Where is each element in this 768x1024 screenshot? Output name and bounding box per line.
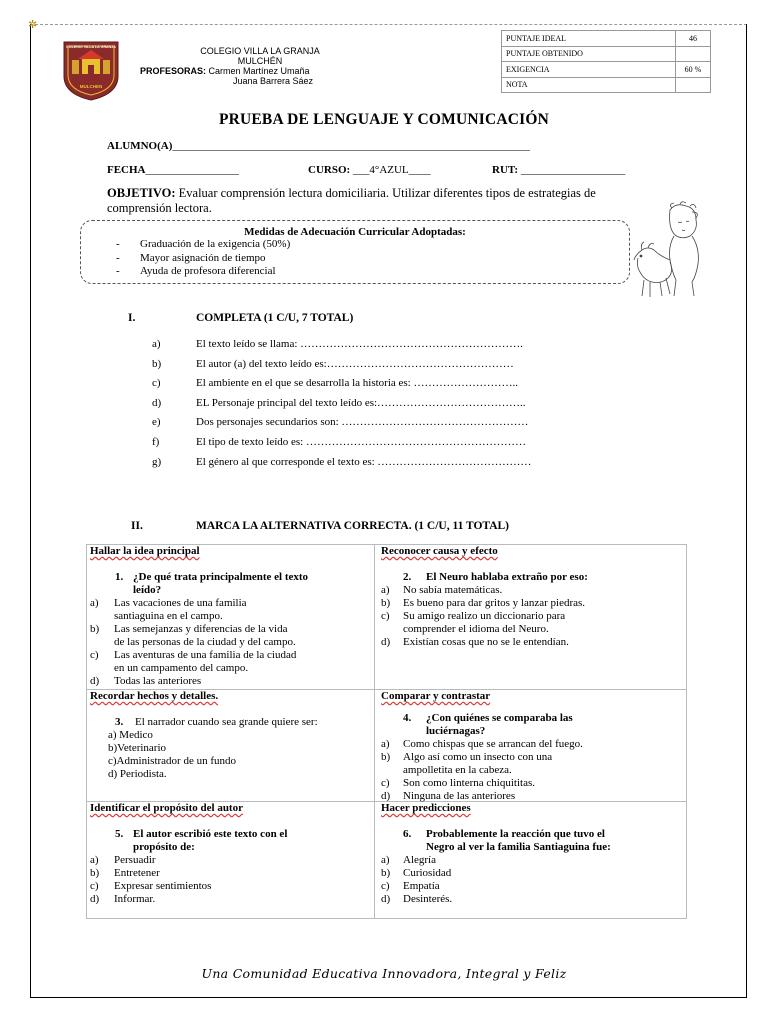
- date-field[interactable]: [107, 164, 239, 176]
- question-number: 2.: [403, 571, 412, 583]
- rut-field[interactable]: [492, 164, 625, 176]
- question-number: 5.: [115, 828, 124, 840]
- questions-table: [86, 544, 687, 919]
- teachers-line: [130, 66, 390, 76]
- objective: [107, 186, 627, 216]
- option-letter: a): [90, 597, 99, 609]
- school-logo: [60, 38, 122, 102]
- option-text: Curiosidad: [403, 867, 452, 879]
- option-text: Es bueno para dar gritos y lanzar piedras.: [403, 597, 586, 609]
- score-label: EXIGENCIA: [502, 62, 676, 78]
- skill-heading: Identificar el propósito del autor: [90, 802, 243, 814]
- option-letter: d): [381, 790, 391, 802]
- item-label: e): [152, 416, 161, 429]
- score-row: [502, 62, 711, 78]
- item-label: d): [152, 396, 162, 409]
- skill-heading: Reconocer causa y efecto: [381, 545, 498, 557]
- item-label: b): [152, 357, 162, 370]
- question-number: 4.: [403, 712, 412, 724]
- option-text: Como chispas que se arrancan del fuego.: [403, 738, 583, 750]
- section-1-title: COMPLETA (1 C/U, 7 TOTAL): [196, 312, 354, 324]
- score-label: NOTA: [502, 77, 676, 93]
- question-text-line: ¿Con quiénes se comparaba las: [426, 712, 573, 724]
- option-letter: d): [381, 893, 391, 905]
- score-row: [502, 31, 711, 47]
- date-label: FECHA: [107, 164, 146, 176]
- school-header: [130, 46, 390, 86]
- option-letter: b): [381, 867, 391, 879]
- option-text: Alegría: [403, 854, 436, 866]
- option-letter: a): [90, 854, 99, 866]
- objective-label: OBJETIVO:: [107, 186, 176, 200]
- question-cell-5: [90, 802, 372, 918]
- option-letter: c): [90, 880, 99, 892]
- school-city: MULCHÉN: [237, 56, 283, 66]
- option-letter: c): [381, 610, 390, 622]
- question-cell-6: [381, 802, 681, 918]
- question-number: 6.: [403, 828, 412, 840]
- option-text: santiaguina en el campo.: [114, 610, 223, 622]
- logo-text-top: COLEGIO VILLA LA GRANJA: [66, 45, 116, 49]
- option-text: Algo así como un insecto con una: [403, 751, 553, 763]
- option-letter: c): [381, 777, 390, 789]
- option-text: Las semejanzas y diferencias de la vida: [114, 623, 288, 635]
- section-2-heading: [131, 520, 631, 536]
- item-text: El tipo de texto leído es: ……………………………………………………: [196, 435, 526, 448]
- question-text-line: Probablemente la reacción que tuvo el: [426, 828, 605, 840]
- score-table: [501, 30, 711, 93]
- logo-text-bottom: MULCHEN: [79, 84, 103, 89]
- rut-blank: ___________________: [520, 164, 626, 176]
- score-label: PUNTAJE IDEAL: [502, 31, 676, 47]
- option-text: Las vacaciones de una familia: [114, 597, 247, 609]
- student-blank: _________________________________________________________________: [172, 140, 530, 152]
- measure-item: - Graduación de la exigencia (50%): [116, 238, 290, 252]
- measure-item: - Mayor asignación de tiempo: [116, 252, 290, 266]
- item-text: El texto leído se llama: …………………………………………………….: [196, 338, 523, 350]
- option-letter: a): [381, 738, 390, 750]
- item-text: El género al que corresponde el texto es: ……………………………………: [196, 455, 532, 468]
- course-field[interactable]: [308, 164, 431, 176]
- skill-heading: Recordar hechos y detalles.: [90, 690, 219, 702]
- question-text-line: El Neuro hablaba extraño por eso:: [426, 571, 588, 583]
- option-text: No sabía matemáticas.: [403, 584, 503, 596]
- option-letter: d): [381, 636, 391, 648]
- item-text: El autor (a) del texto leído es:……………………………………………: [196, 357, 514, 370]
- question-number: 1.: [115, 571, 124, 583]
- option-text: Persuadir: [114, 854, 156, 866]
- option-text: Todas las anteriores: [114, 675, 202, 687]
- question-text-line: Negro al ver la familia Santiaguina fue:: [426, 841, 611, 853]
- score-value[interactable]: 46: [676, 31, 711, 47]
- option-text: ampolletita en la cabeza.: [403, 764, 512, 776]
- page-title: PRUEBA DE LENGUAJE Y COMUNICACIÓN: [218, 111, 550, 128]
- objective-text: Evaluar comprensión lectura domiciliaria. Utilizar diferentes tipos de estrategias de comprensión lectora.: [107, 186, 596, 215]
- score-value[interactable]: [676, 46, 711, 62]
- option-letter: a): [381, 584, 390, 596]
- item-text: El ambiente en el que se desarrolla la historia es: ………………………..: [196, 377, 518, 390]
- question-text-line: leído?: [133, 584, 162, 596]
- student-label: ALUMNO(A): [107, 140, 173, 152]
- item-label: a): [152, 338, 161, 350]
- question-number: 3.: [115, 716, 124, 728]
- option-letter: b): [381, 751, 391, 763]
- boy-with-goat-illustration: [630, 200, 705, 300]
- question-text-line: ¿De qué trata principalmente el texto: [133, 571, 309, 583]
- option-text: de las personas de la ciudad y del campo.: [114, 636, 296, 648]
- teachers-label: PROFESORAS:: [140, 66, 207, 76]
- student-field[interactable]: [107, 140, 530, 152]
- question-text-line: luciérnagas?: [426, 725, 486, 737]
- question-cell-1: [90, 545, 372, 689]
- school-name: COLEGIO VILLA LA GRANJA: [200, 46, 320, 56]
- skill-heading: Comparar y contrastar: [381, 690, 491, 702]
- section-1-number: I.: [128, 312, 136, 324]
- section-2-number: II.: [131, 520, 143, 532]
- option-letter: b): [90, 623, 100, 635]
- item-label: f): [152, 435, 160, 448]
- item-text: EL Personaje principal del texto leído es:…………………………………..: [196, 396, 526, 409]
- date-blank: _________________: [145, 164, 239, 176]
- item-label: g): [152, 455, 162, 468]
- question-text: El narrador cuando sea grande quiere ser:: [135, 716, 318, 728]
- option-letter: b): [90, 867, 100, 879]
- option-text: Ninguna de las anteriores: [403, 790, 516, 802]
- score-row: [502, 46, 711, 62]
- skill-heading: Hacer predicciones: [381, 802, 471, 814]
- option-letter: c): [90, 649, 99, 661]
- option-text: Empatía: [403, 880, 440, 892]
- option-letter: d): [90, 893, 100, 905]
- score-row: [502, 77, 711, 93]
- option-letter: a): [381, 854, 390, 866]
- question-text-line: El autor escribió este texto con el: [133, 828, 288, 840]
- option-text: Son como linterna chiquititas.: [403, 777, 535, 789]
- measure-item: - Ayuda de profesora diferencial: [116, 265, 290, 279]
- option-text: en un campamento del campo.: [114, 662, 249, 674]
- section-2-title: MARCA LA ALTERNATIVA CORRECTA. (1 C/U, 11 TOTAL): [196, 520, 510, 532]
- option-text: comprender el idioma del Neuro.: [403, 623, 549, 635]
- course-label: CURSO:: [308, 164, 351, 176]
- rut-label: RUT:: [492, 164, 519, 176]
- measures-title: Medidas de Adecuación Curricular Adoptadas:: [244, 226, 466, 238]
- option-letter: c): [381, 880, 390, 892]
- score-value[interactable]: [676, 77, 711, 93]
- question-text-line: propósito de:: [133, 841, 195, 853]
- item-label: c): [152, 377, 161, 390]
- teacher-2: Juana Barrera Sáez: [233, 76, 314, 86]
- score-value[interactable]: 60 %: [676, 62, 711, 78]
- teacher-1: Carmen Martínez Umaña: [208, 66, 310, 76]
- answer-option[interactable]: b)Veterinario: [108, 742, 167, 754]
- option-letter: b): [381, 597, 391, 609]
- question-cell-2: [381, 545, 681, 689]
- question-cell-4: [381, 690, 681, 800]
- question-cell-3: [90, 690, 372, 800]
- answer-option[interactable]: d) Periodista.: [108, 768, 167, 780]
- option-text: Existían cosas que no se le entendían.: [403, 636, 569, 648]
- option-text: Su amigo realizo un diccionario para: [403, 610, 566, 622]
- option-letter: d): [90, 675, 100, 687]
- option-text: Informar.: [114, 893, 156, 905]
- answer-option[interactable]: c)Administrador de un fundo: [108, 755, 236, 767]
- option-text: Entretener: [114, 867, 160, 879]
- measures-list: [116, 238, 290, 279]
- corner-star-icon: ✲: [28, 19, 38, 31]
- skill-heading: Hallar la idea principal: [90, 545, 200, 557]
- answer-option[interactable]: a) Medico: [108, 729, 153, 741]
- option-text: Desinterés.: [403, 893, 453, 905]
- option-text: Las aventuras de una familia de la ciudad: [114, 649, 297, 661]
- table-divider: [374, 545, 375, 918]
- option-text: Expresar sentimientos: [114, 880, 212, 892]
- section-1-heading: [128, 312, 528, 328]
- footer-motto: Una Comunidad Educativa Innovadora, Integral y Feliz: [201, 966, 567, 981]
- score-label: PUNTAJE OBTENIDO: [502, 46, 676, 62]
- item-text: Dos personajes secundarios son: ……………………………………………: [196, 416, 529, 429]
- adaptation-measures-box: [80, 220, 630, 284]
- course-value: ___4°AZUL____: [352, 164, 431, 176]
